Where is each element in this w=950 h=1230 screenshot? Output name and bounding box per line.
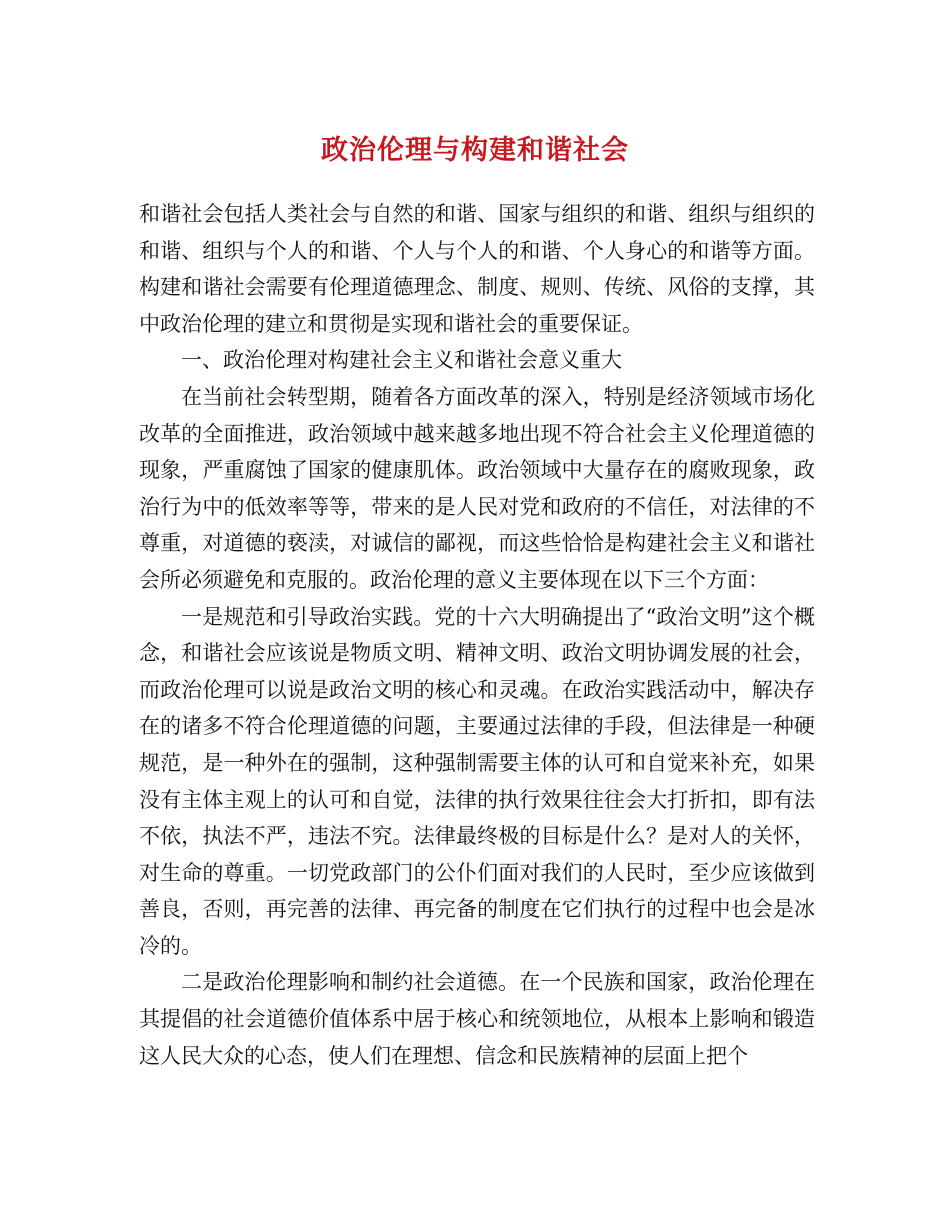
paragraph-intro: 和谐社会包括人类社会与自然的和谐、国家与组织的和谐、组织与组织的和谐、组织与个人的和谐、个人与个人的和谐、个人身心的和谐等方面。构建和谐社会需要有伦理道德理念、制度、规则、传统、风俗的支撑，其中政治伦理的建立和贯彻是实现和谐社会的重要保证。 (139, 202, 815, 336)
section-heading-1: 一、政治伦理对构建社会主义和谐社会意义重大 (181, 348, 622, 373)
paragraph-point-1: 一是规范和引导政治实践。党的十六大明确提出了“政治文明”这个概念，和谐社会应该说是物质文明、精神文明、政治文明协调发展的社会，而政治伦理可以说是政治文明的核心和灵魂。在政治实践活动中，解决存在的诸多不符合伦理道德的问题，主要通过法律的手段，但法律是一种硬规范，是一种外在的强制，这种强制需要主体的认可和自觉来补充，如果没有主体主观上的认可和自觉，法律的执行效果往往会大打折扣，即有法不依，执法不严，违法不究。法律最终极的目标是什么？是对人的关怀，对生命的尊重。一切党政部门的公仆们面对我们的人民时，至少应该做到善良，否则，再完善的法律、再完备的制度在它们执行的过程中也会是冰冷的。 (139, 604, 815, 958)
paragraph-context: 在当前社会转型期，随着各方面改革的深入，特别是经济领域市场化改革的全面推进，政治领域中越来越多地出现不符合社会主义伦理道德的现象，严重腐蚀了国家的健康肌体。政治领域中大量存在的腐败现象，政治行为中的低效率等等，带来的是人民对党和政府的不信任，对法律的不尊重，对道德的亵渎，对诚信的鄙视，而这些恰恰是构建社会主义和谐社会所必须避免和克服的。政治伦理的意义主要体现在以下三个方面： (139, 384, 815, 592)
document-body (139, 196, 815, 1074)
paragraph-point-2: 二是政治伦理影响和制约社会道德。在一个民族和国家，政治伦理在其提倡的社会道德价值体系中居于核心和统领地位，从根本上影响和锻造这人民大众的心态，使人们在理想、信念和民族精神的层面上把个 (139, 970, 815, 1068)
document-title: 政治伦理与构建和谐社会 (321, 135, 629, 166)
